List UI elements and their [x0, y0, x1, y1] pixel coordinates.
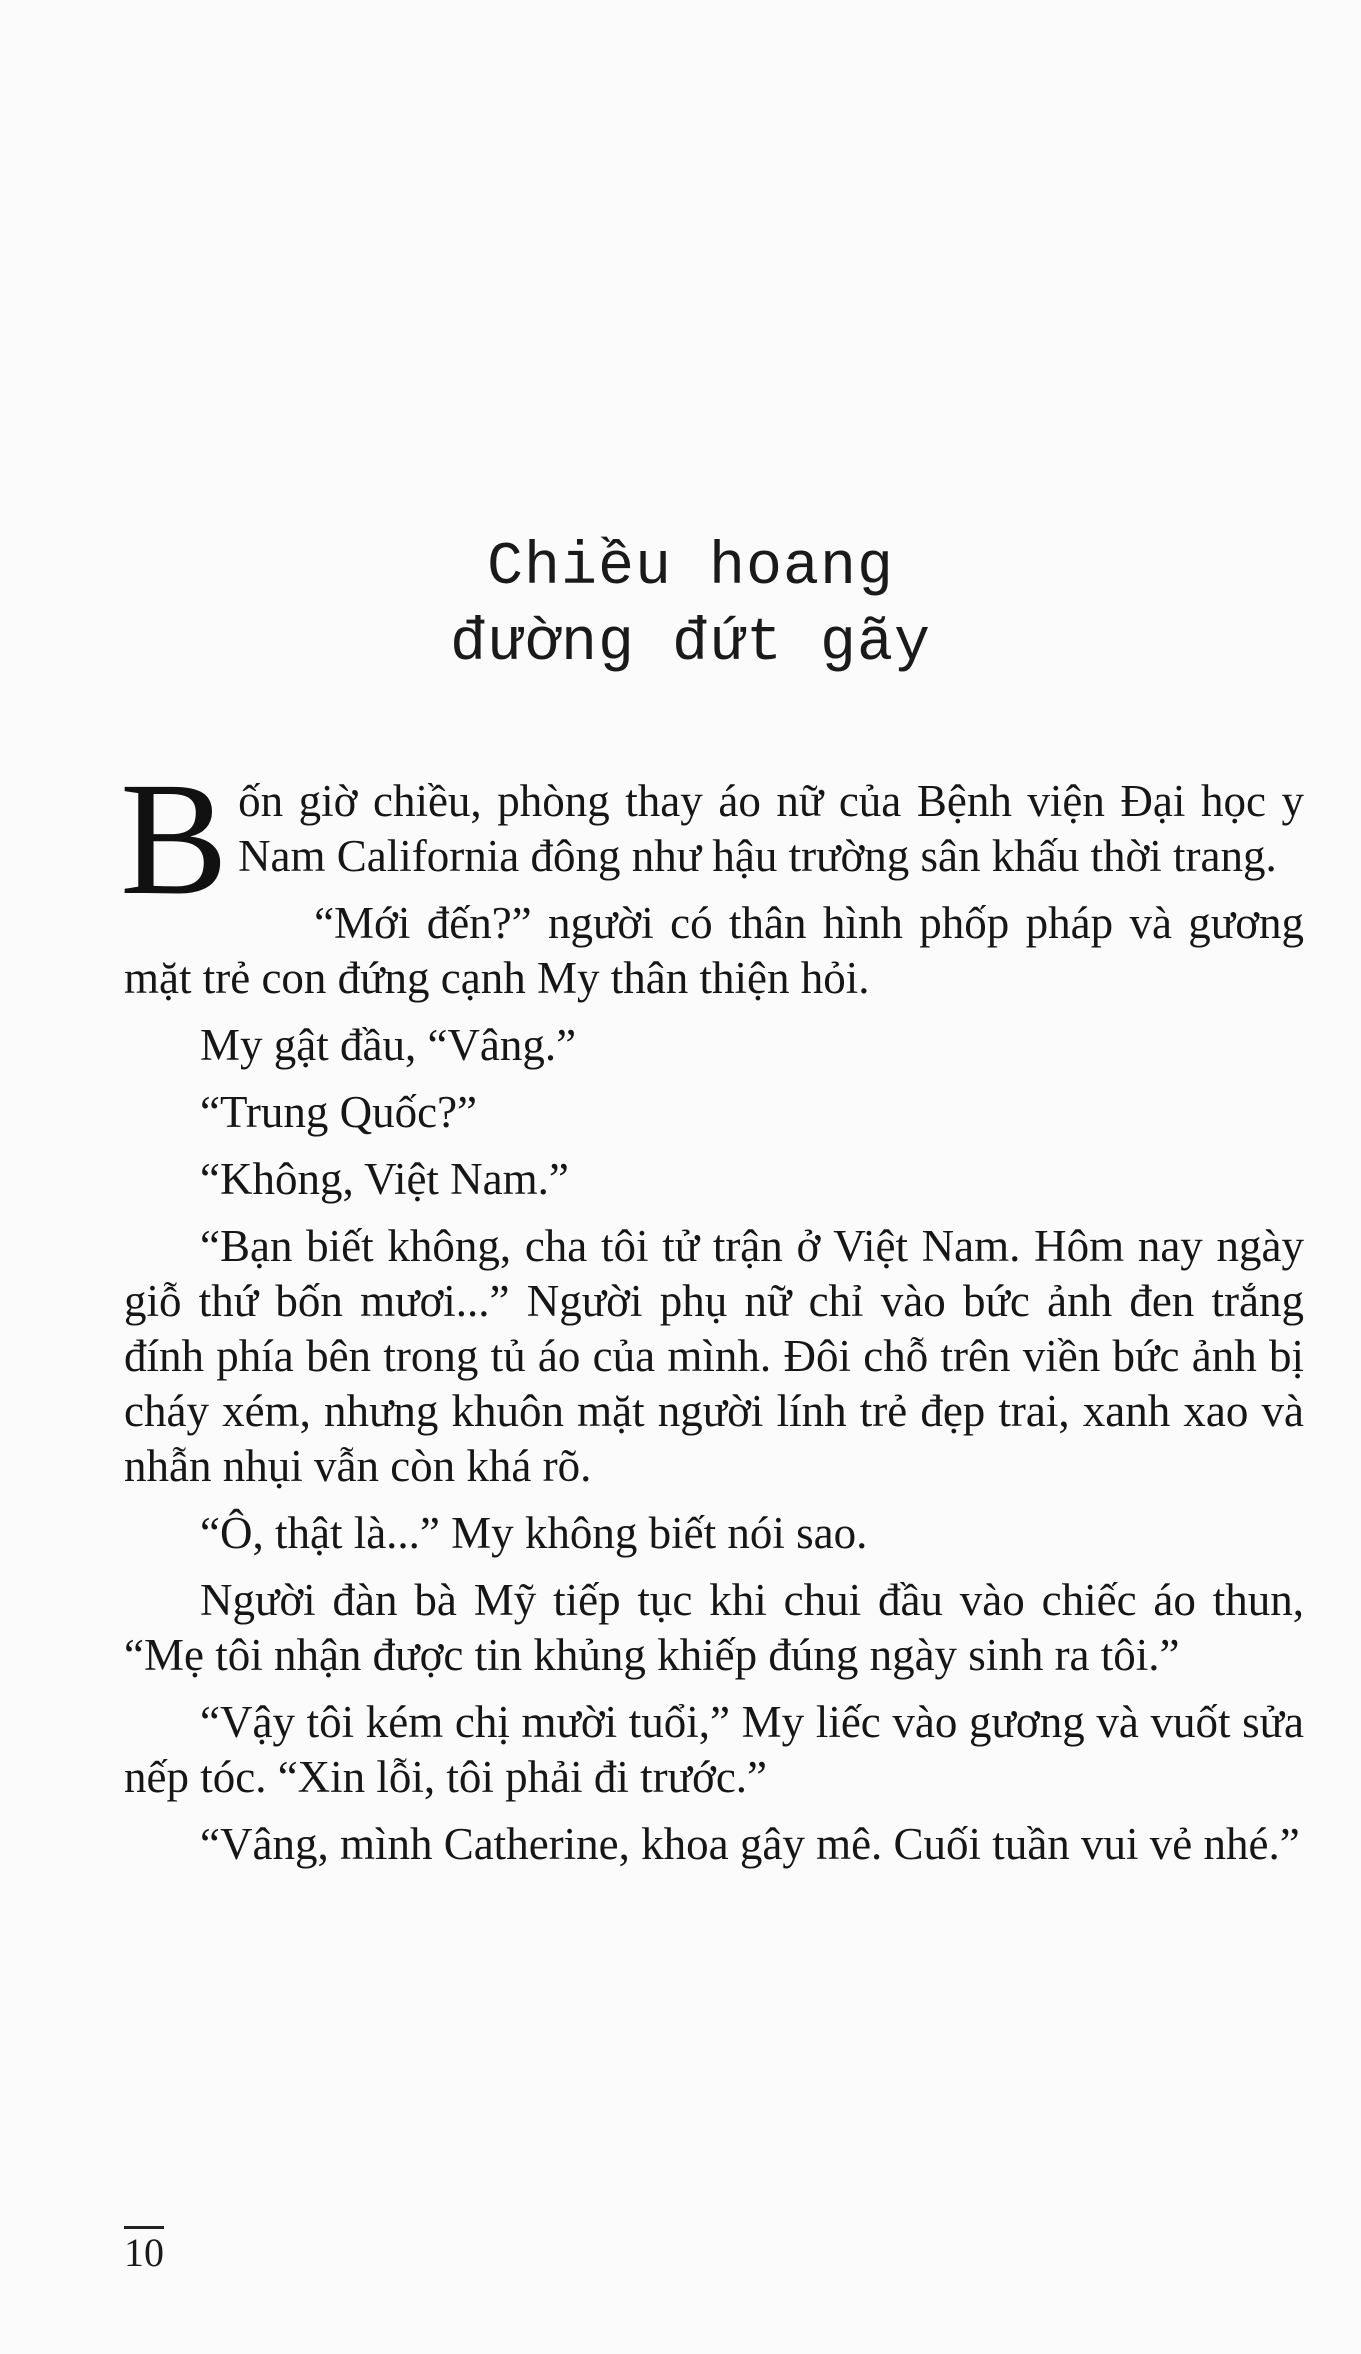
drop-cap: B	[120, 750, 229, 929]
paragraph-3: My gật đầu, “Vâng.”	[200, 1020, 577, 1070]
paragraph-8: Người đàn bà Mỹ tiếp tục khi chui đầu vào chiếc áo thun, “Mẹ tôi nhận được tin khủng khiếp đúng ngày sinh ra tôi.”	[124, 1575, 1304, 1680]
paragraph-2: “Mới đến?” người có thân hình phốp pháp và gương mặt trẻ con đứng cạnh My thân thiện hỏi.	[124, 898, 1304, 1003]
paragraph-7: “Ô, thật là...” My không biết nói sao.	[200, 1508, 868, 1558]
paragraph-1-text: ốn giờ chiều, phòng thay áo nữ của Bệnh viện Đại học y Nam California đông như hậu trường sân khấu thời trang.	[238, 776, 1304, 881]
chapter-title-line-2: đường đứt gãy	[449, 610, 932, 678]
paragraph-10: “Vâng, mình Catherine, khoa gây mê. Cuối tuần vui vẻ nhé.”	[200, 1819, 1300, 1869]
chapter-body	[120, 750, 1304, 1884]
page-number: 10	[124, 2226, 164, 2275]
paragraph-6: “Bạn biết không, cha tôi tử trận ở Việt Nam. Hôm nay ngày giỗ thứ bốn mươi...” Người phụ nữ chỉ vào bức ảnh đen trắng đính phía bên trong tủ áo của mình. Đôi chỗ trên viền bức ảnh bị cháy xém, nhưng khuôn mặt người lính trẻ đẹp trai, xanh xao và nhẫn nhụi vẫn còn khá rõ.	[124, 1221, 1304, 1491]
paragraph-4: “Trung Quốc?”	[200, 1087, 478, 1137]
chapter-title-line-1: Chiều hoang	[486, 534, 895, 602]
paragraph-9: “Vậy tôi kém chị mười tuổi,” My liếc vào gương và vuốt sửa nếp tóc. “Xin lỗi, tôi phải đi trước.”	[124, 1697, 1304, 1802]
paragraph-1	[120, 750, 1304, 929]
chapter-title	[0, 530, 1361, 682]
paragraph-5: “Không, Việt Nam.”	[200, 1154, 569, 1204]
